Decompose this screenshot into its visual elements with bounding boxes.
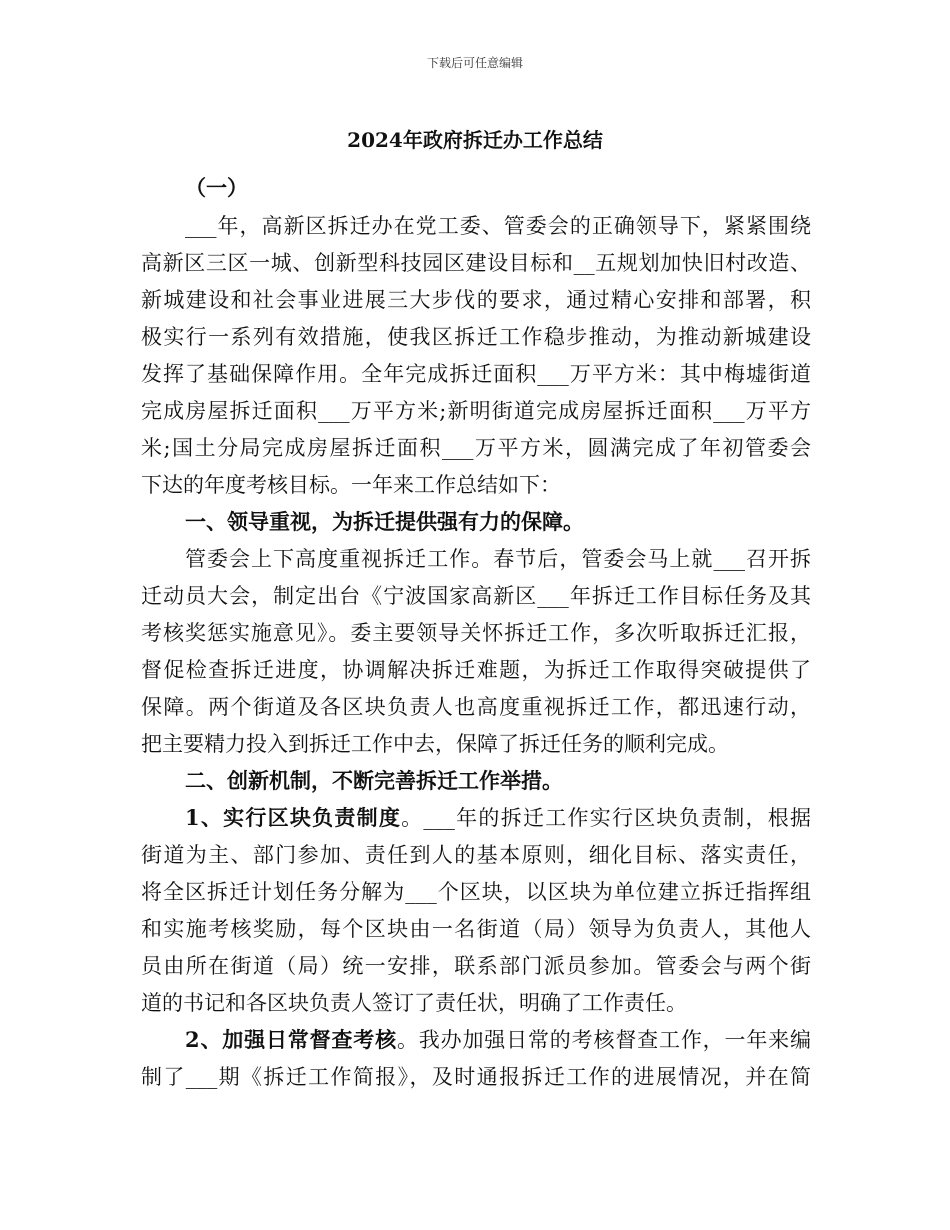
section-heading: 一、领导重视，为拆迁提供强有力的保障。 (185, 509, 584, 534)
paragraph-line: 极实行一系列有效措施，使我区拆迁工作稳步推动，为推动新城建设 (141, 325, 811, 349)
paragraph-line: 保障。两个街道及各区块负责人也高度重视拆迁工作，都迅速行动， (141, 695, 811, 719)
paragraph-line: 员由所在街道（局）统一安排，联系部门派员参加。管委会与两个街 (141, 954, 811, 978)
paragraph-line: 考核奖惩实施意见》。委主要领导关怀拆迁工作，多次听取拆迁汇报， (141, 621, 811, 645)
paragraph-line: 新城建设和社会事业进展三大步伐的要求，通过精心安排和部署，积 (141, 288, 811, 312)
paragraph-line: 高新区三区一城、创新型科技园区建设目标和__五规划加快旧村改造、 (141, 251, 811, 275)
paragraph-line: 下达的年度考核目标。一年来工作总结如下： (141, 473, 561, 497)
paragraph-line: 街道为主、部门参加、责任到人的基本原则，细化目标、落实责任， (141, 843, 811, 867)
paragraph-line (185, 1025, 811, 1055)
paragraph-line: 米;国土分局完成房屋拆迁面积___万平方米，圆满完成了年初管委会 (141, 436, 811, 460)
paragraph-line (185, 803, 811, 833)
section-heading: 二、创新机制，不断完善拆迁工作举措。 (185, 768, 563, 793)
paragraph-line: 迁动员大会，制定出台《宁波国家高新区___年拆迁工作目标任务及其 (141, 584, 811, 608)
paragraph-line: 将全区拆迁计划任务分解为___个区块，以区块为单位建立拆迁指挥组 (141, 880, 811, 904)
paragraph-line: 把主要精力投入到拆迁工作中去，保障了拆迁任务的顺利完成。 (141, 732, 729, 756)
paragraph-text: 。___年的拆迁工作实行区块负责制，根据 (401, 806, 811, 830)
paragraph-line: 完成房屋拆迁面积___万平方米;新明街道完成房屋拆迁面积___万平方 (141, 399, 811, 423)
paragraph-line: 发挥了基础保障作用。全年完成拆迁面积___万平方米：其中梅墟街道 (141, 362, 811, 386)
paragraph-line: 道的书记和各区块负责人签订了责任状，明确了工作责任。 (141, 991, 687, 1015)
paragraph-line: 制了___期《拆迁工作简报》，及时通报拆迁工作的进展情况，并在简 (141, 1065, 811, 1089)
page-header: 下载后可任意编辑 (426, 56, 523, 70)
paragraph-text: 。我办加强日常的考核督查工作，一年来编 (396, 1028, 811, 1052)
subsection-heading: 2、加强日常督查考核 (185, 1027, 397, 1052)
paragraph-line: 督促检查拆迁进度，协调解决拆迁难题，为拆迁工作取得突破提供了 (141, 658, 811, 682)
paragraph-line: 管委会上下高度重视拆迁工作。春节后，管委会马上就___召开拆 (185, 547, 811, 571)
subsection-heading: 1、实行区块负责制度 (185, 805, 402, 830)
part-label: （一） (185, 175, 248, 200)
paragraph-line: ___年，高新区拆迁办在党工委、管委会的正确领导下，紧紧围绕 (185, 214, 811, 238)
document-title: 2024年政府拆迁办工作总结 (347, 128, 603, 152)
paragraph-line: 和实施考核奖励，每个区块由一名街道（局）领导为负责人，其他人 (141, 917, 811, 941)
